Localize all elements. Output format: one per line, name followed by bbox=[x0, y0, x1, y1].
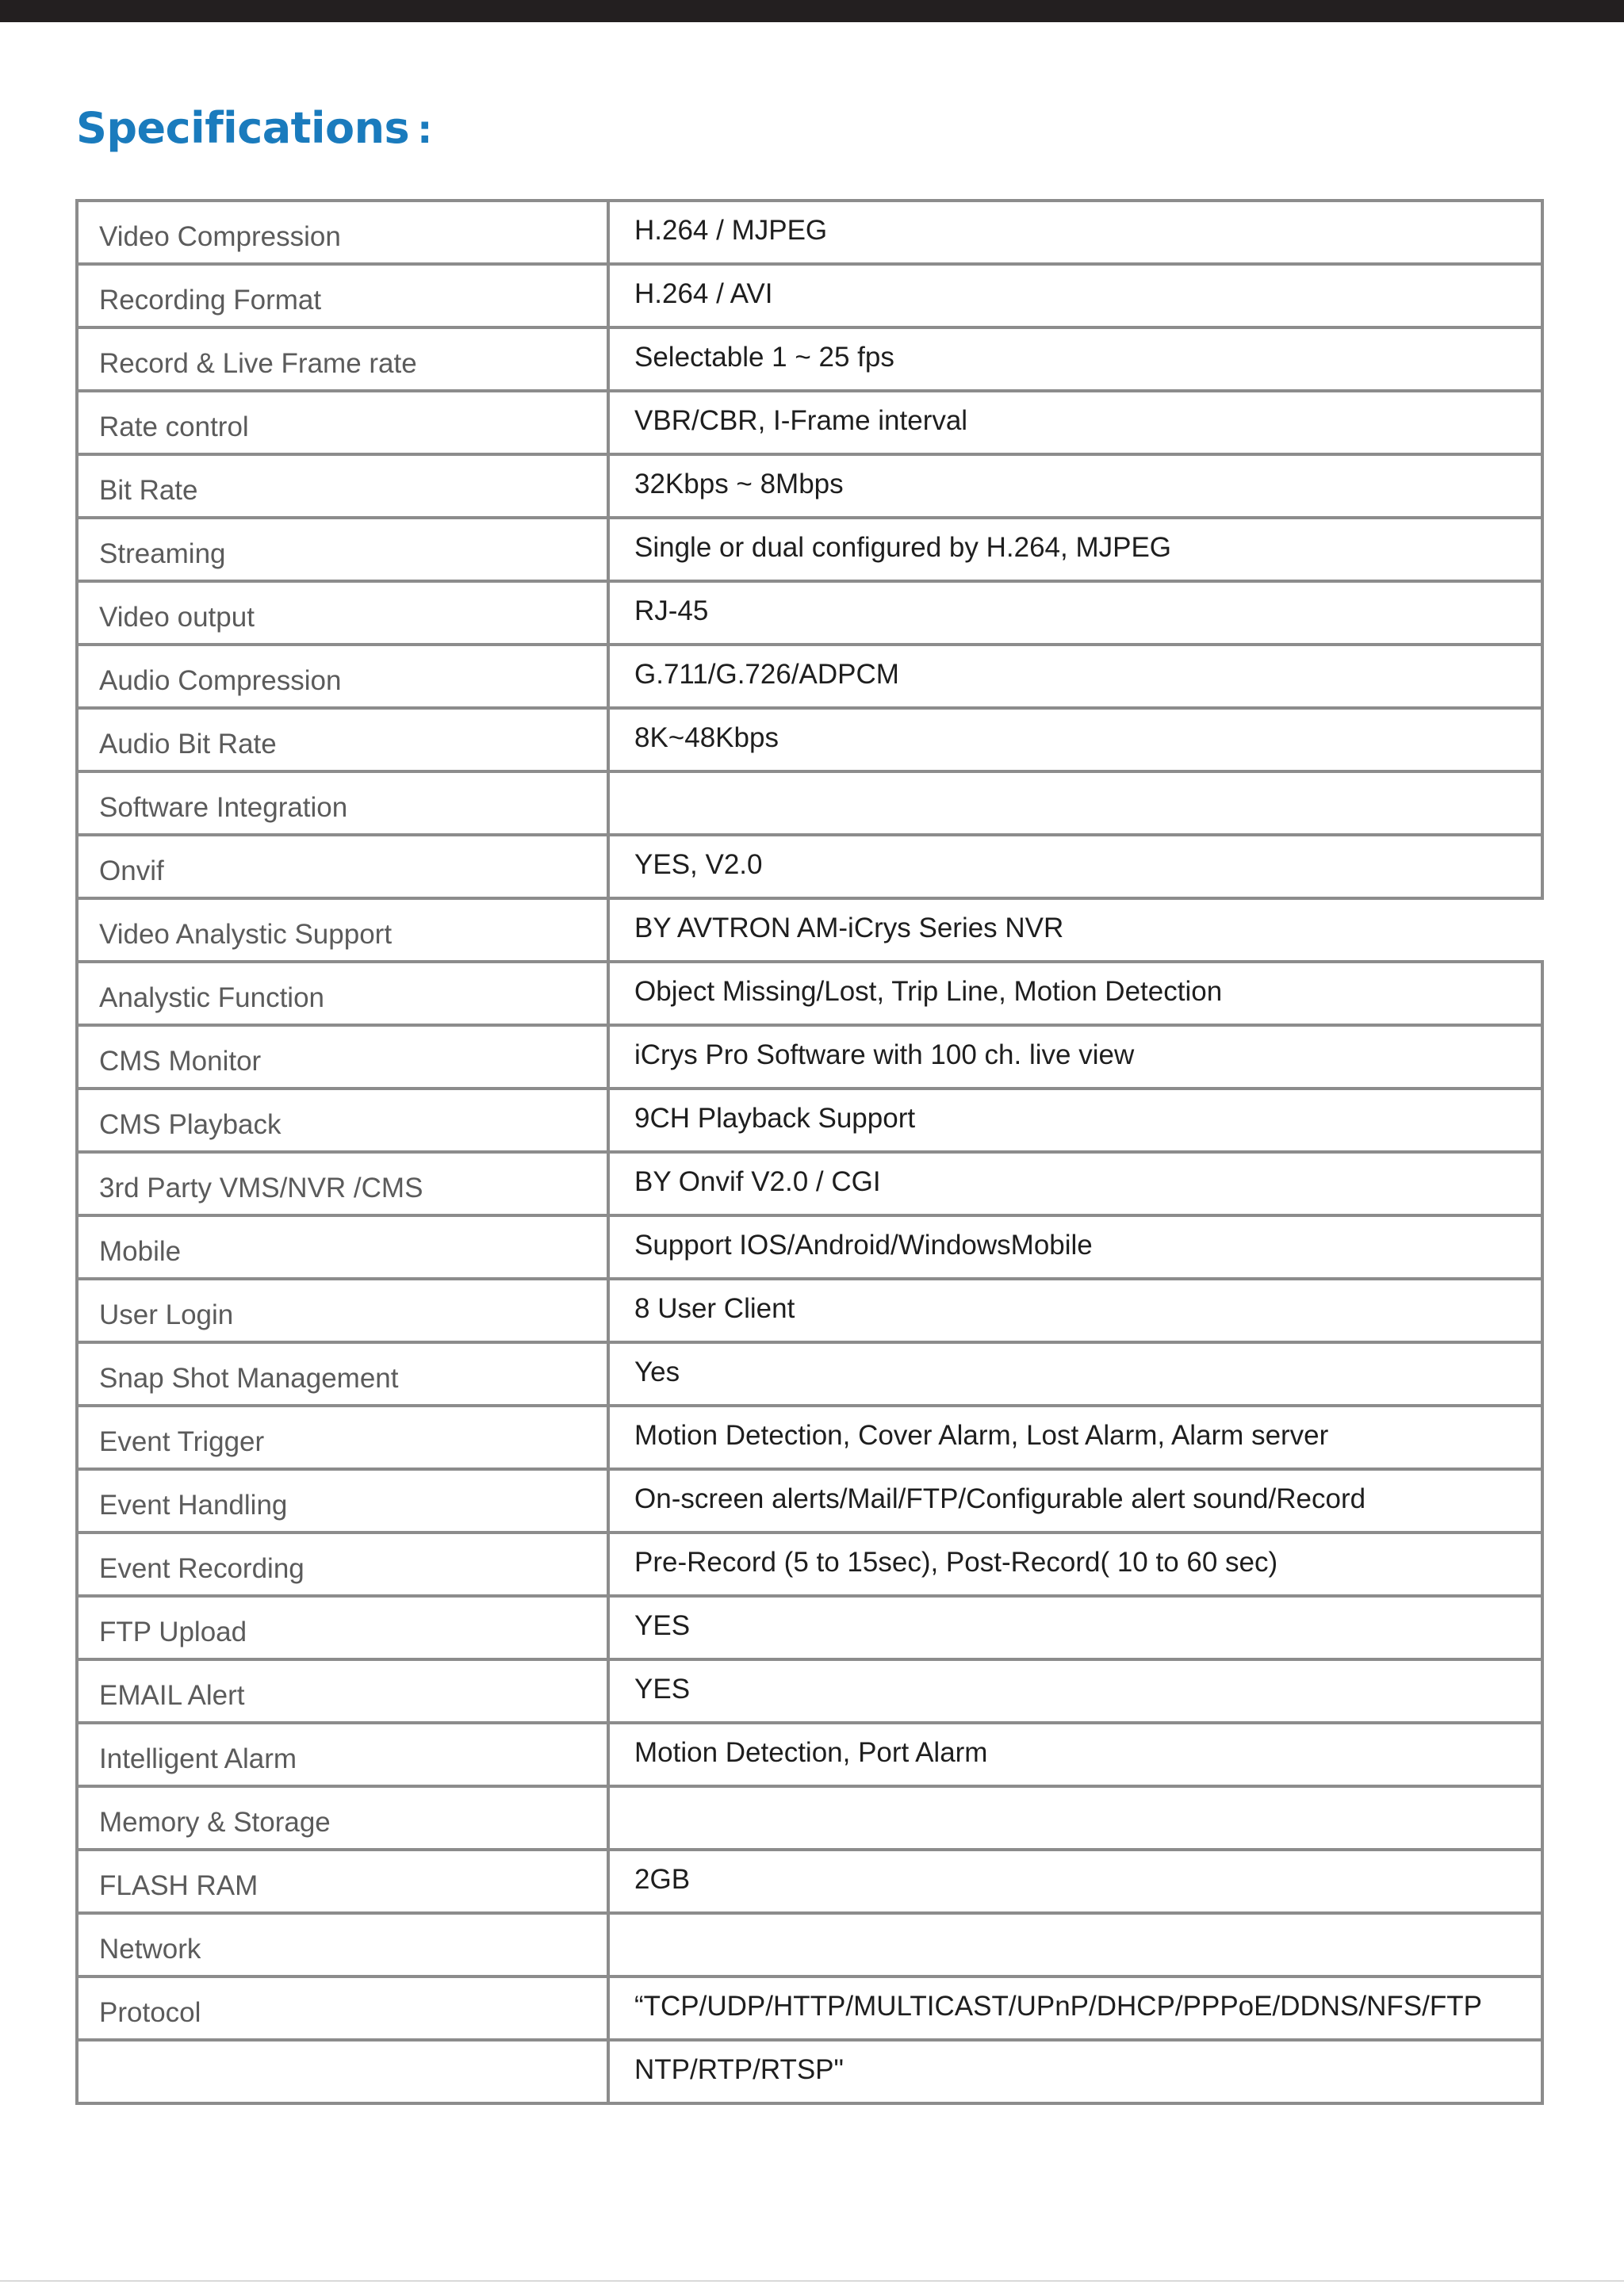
spec-value: 9CH Playback Support bbox=[608, 1089, 1542, 1152]
spec-label: EMAIL Alert bbox=[77, 1659, 608, 1723]
table-row bbox=[77, 898, 1542, 962]
top-bar bbox=[0, 0, 1624, 22]
page-bottom-rule bbox=[0, 2280, 1624, 2282]
table-row bbox=[77, 708, 1542, 771]
table-row bbox=[77, 454, 1542, 518]
table-row bbox=[77, 1406, 1542, 1469]
table-row bbox=[77, 1025, 1542, 1089]
spec-label: CMS Playback bbox=[77, 1089, 608, 1152]
table-row bbox=[77, 391, 1542, 454]
spec-label: Mobile bbox=[77, 1215, 608, 1279]
spec-value: 8K~48Kbps bbox=[608, 708, 1542, 771]
spec-label: User Login bbox=[77, 1279, 608, 1342]
spec-value bbox=[608, 1786, 1542, 1850]
spec-value bbox=[608, 771, 1542, 835]
spec-label: Streaming bbox=[77, 518, 608, 581]
spec-value: YES, V2.0 bbox=[608, 835, 1542, 898]
spec-value: NTP/RTP/RTSP" bbox=[608, 2040, 1542, 2103]
table-row bbox=[77, 1089, 1542, 1152]
spec-label: Protocol bbox=[77, 1976, 608, 2040]
spec-label: Audio Compression bbox=[77, 645, 608, 708]
table-row bbox=[77, 1342, 1542, 1406]
table-row bbox=[77, 201, 1542, 264]
spec-value: Single or dual configured by H.264, MJPEG bbox=[608, 518, 1542, 581]
spec-value: 32Kbps ~ 8Mbps bbox=[608, 454, 1542, 518]
table-row bbox=[77, 1596, 1542, 1659]
spec-label: Event Recording bbox=[77, 1533, 608, 1596]
table-row bbox=[77, 771, 1542, 835]
table-row bbox=[77, 1850, 1542, 1913]
spec-value: Object Missing/Lost, Trip Line, Motion Detection bbox=[608, 962, 1542, 1025]
spec-table-body bbox=[77, 201, 1542, 2103]
table-row bbox=[77, 1723, 1542, 1786]
spec-value: YES bbox=[608, 1659, 1542, 1723]
table-row bbox=[77, 581, 1542, 645]
table-row bbox=[77, 327, 1542, 391]
spec-label: Audio Bit Rate bbox=[77, 708, 608, 771]
page-title-suffix: : bbox=[417, 108, 432, 152]
spec-label: Video Compression bbox=[77, 201, 608, 264]
spec-value bbox=[608, 1913, 1542, 1976]
spec-label bbox=[77, 2040, 608, 2103]
spec-value: Motion Detection, Cover Alarm, Lost Alarm, Alarm server bbox=[608, 1406, 1542, 1469]
table-row bbox=[77, 2040, 1542, 2103]
spec-table bbox=[75, 199, 1544, 2105]
table-row bbox=[77, 1659, 1542, 1723]
spec-value: H.264 / AVI bbox=[608, 264, 1542, 327]
spec-label: Analystic Function bbox=[77, 962, 608, 1025]
spec-label: Software Integration bbox=[77, 771, 608, 835]
spec-label: CMS Monitor bbox=[77, 1025, 608, 1089]
spec-value: Support IOS/Android/WindowsMobile bbox=[608, 1215, 1542, 1279]
spec-label: FLASH RAM bbox=[77, 1850, 608, 1913]
spec-value: iCrys Pro Software with 100 ch. live view bbox=[608, 1025, 1542, 1089]
spec-label: Bit Rate bbox=[77, 454, 608, 518]
spec-value: On-screen alerts/Mail/FTP/Configurable alert sound/Record bbox=[608, 1469, 1542, 1533]
spec-value: YES bbox=[608, 1596, 1542, 1659]
spec-value: BY AVTRON AM-iCrys Series NVR bbox=[608, 898, 1542, 962]
spec-value: H.264 / MJPEG bbox=[608, 201, 1542, 264]
page-title bbox=[76, 103, 432, 153]
spec-label: Recording Format bbox=[77, 264, 608, 327]
spec-value: “TCP/UDP/HTTP/MULTICAST/UPnP/DHCP/PPPoE/DDNS/NFS/FTP bbox=[608, 1976, 1542, 2040]
spec-value: Motion Detection, Port Alarm bbox=[608, 1723, 1542, 1786]
table-row bbox=[77, 1533, 1542, 1596]
spec-label: 3rd Party VMS/NVR /CMS bbox=[77, 1152, 608, 1215]
table-row bbox=[77, 1469, 1542, 1533]
spec-value: Pre-Record (5 to 15sec), Post-Record( 10 to 60 sec) bbox=[608, 1533, 1542, 1596]
spec-value: Selectable 1 ~ 25 fps bbox=[608, 327, 1542, 391]
spec-label: Network bbox=[77, 1913, 608, 1976]
spec-label: Event Handling bbox=[77, 1469, 608, 1533]
spec-label: Onvif bbox=[77, 835, 608, 898]
spec-value: G.711/G.726/ADPCM bbox=[608, 645, 1542, 708]
spec-label: Video output bbox=[77, 581, 608, 645]
spec-label: Snap Shot Management bbox=[77, 1342, 608, 1406]
spec-label: Rate control bbox=[77, 391, 608, 454]
table-row bbox=[77, 1279, 1542, 1342]
table-row bbox=[77, 1152, 1542, 1215]
table-row bbox=[77, 645, 1542, 708]
spec-label: Memory & Storage bbox=[77, 1786, 608, 1850]
spec-value: RJ-45 bbox=[608, 581, 1542, 645]
spec-label: Record & Live Frame rate bbox=[77, 327, 608, 391]
table-row bbox=[77, 962, 1542, 1025]
table-row bbox=[77, 1786, 1542, 1850]
spec-value: Yes bbox=[608, 1342, 1542, 1406]
spec-value: VBR/CBR, I-Frame interval bbox=[608, 391, 1542, 454]
spec-label: Video Analystic Support bbox=[77, 898, 608, 962]
spec-value: 2GB bbox=[608, 1850, 1542, 1913]
table-row bbox=[77, 518, 1542, 581]
spec-value: BY Onvif V2.0 / CGI bbox=[608, 1152, 1542, 1215]
table-row bbox=[77, 1976, 1542, 2040]
page-title-text: Specifications bbox=[76, 103, 410, 153]
table-row bbox=[77, 1913, 1542, 1976]
spec-label: Event Trigger bbox=[77, 1406, 608, 1469]
spec-value: 8 User Client bbox=[608, 1279, 1542, 1342]
table-row bbox=[77, 264, 1542, 327]
table-row bbox=[77, 1215, 1542, 1279]
table-row bbox=[77, 835, 1542, 898]
spec-label: Intelligent Alarm bbox=[77, 1723, 608, 1786]
spec-label: FTP Upload bbox=[77, 1596, 608, 1659]
